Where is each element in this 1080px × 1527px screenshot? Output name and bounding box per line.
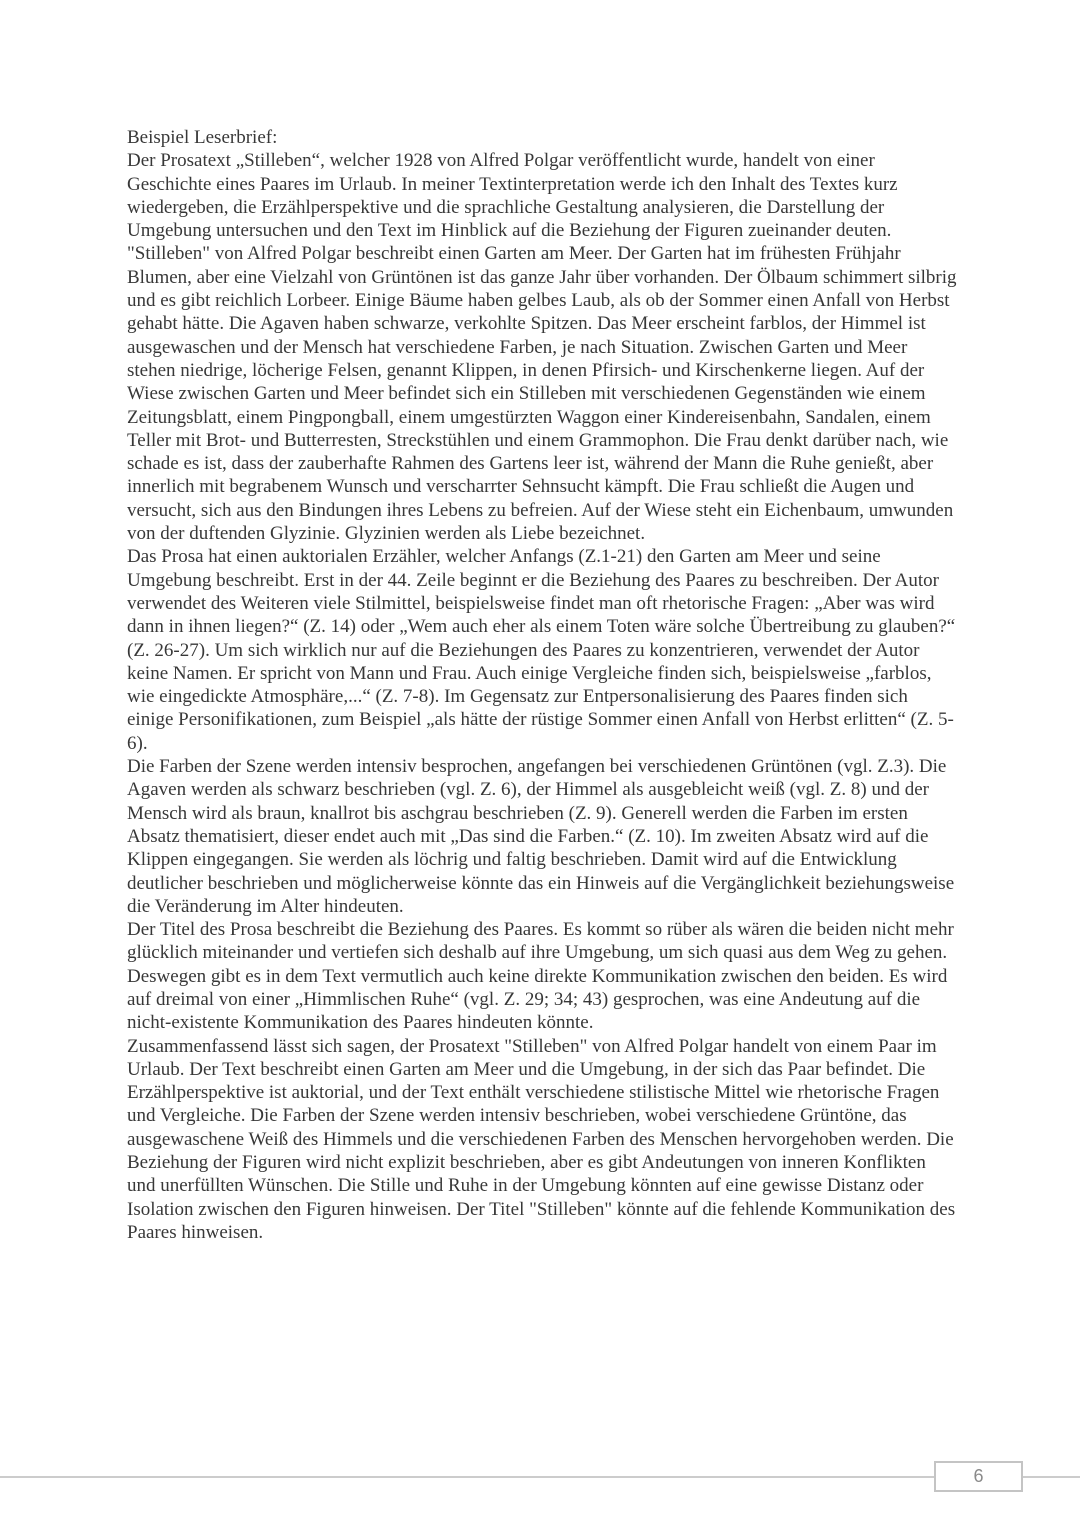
paragraph-heading: Beispiel Leserbrief:: [127, 127, 278, 148]
paragraph-conclusion: Zusammenfassend lässt sich sagen, der Prosatext "Stilleben" von Alfred Polgar handelt von einem Paar im Urlaub. Der Text beschreibt einen Garten am Meer und die Umgebung, in der sich das Paar befindet. Die Erzählperspektive ist auktorial, und der Text enthält verschiedene stilistische Mittel wie rhetorische Fragen und Vergleiche. Die Farben der Szene werden intensiv beschrieben, wobei verschiedene Grüntöne, das ausgewaschene Weiß des Himmels und die verschiedenen Farben des Menschen hervorgehoben werden. Die Beziehung der Figuren wird nicht explizit beschrieben, aber es gibt Andeutungen von inneren Konflikten und unerfüllten Wünschen. Die Stille und Ruhe in der Umgebung könnten auf eine gewisse Distanz oder Isolation zwischen den Figuren hinweisen. Der Titel "Stilleben" könnte auf die fehlende Kommunikation des Paares hinweisen.: [127, 1035, 956, 1243]
document-text: [127, 126, 957, 1244]
paragraph-summary: "Stilleben" von Alfred Polgar beschreibt einen Garten am Meer. Der Garten hat im frühesten Frühjahr Blumen, aber eine Vielzahl von Grüntönen ist das ganze Jahr über vorhanden. Der Ölbaum schimmert silbrig und es gibt reichlich Lorbeer. Einige Bäume haben gelbes Laub, als ob der Sommer einen Anfall von Herbst gehabt hätte. Die Agaven haben schwarze, verkohlte Spitzen. Das Meer erscheint farblos, der Himmel ist ausgewaschen und der Mensch hat verschiedene Farben, je nach Situation. Zwischen Garten und Meer stehen niedrige, löcherige Felsen, genannt Klippen, in denen Pfirsich- und Kirschenkerne liegen. Auf der Wiese zwischen Garten und Meer befindet sich ein Stilleben mit verschiedenen Gegenständen wie einem Zeitungsblatt, einem Pingpongball, einem umgestürzten Waggon einer Kindereisenbahn, Sandalen, einem Teller mit Brot- und Butterresten, Streckstühlen und einem Grammophon. Die Frau denkt darüber nach, wie schade es ist, dass der zauberhafte Rahmen des Gartens leer ist, während der Mann die Ruhe genießt, aber innerlich mit begrabenem Wunsch und verscharrter Sehnsucht kämpft. Die Frau schließt die Augen und versucht, sich aus den Bindungen ihres Lebens zu befreien. Auf der Wiese steht ein Eichenbaum, umwunden von der duftenden Glyzinie. Glyzinien werden als Liebe bezeichnet.: [127, 243, 957, 545]
paragraph-narration-analysis: Das Prosa hat einen auktorialen Erzähler, welcher Anfangs (Z.1-21) den Garten am Meer und seine Umgebung beschreibt. Erst in der 44. Zeile beginnt er die Beziehung des Paares zu beschreiben. Der Autor verwendet des Weiteren viele Stilmittel, beispielsweise findet man oft rhetorische Fragen: „Aber was wird dann in ihnen liegen?“ (Z. 14) oder „Wem auch eher als einem Toten wäre solche Übertreibung zu glauben?“ (Z. 26-27). Um sich wirklich nur auf die Beziehungen des Paares zu konzentrieren, verwendet der Autor keine Namen. Er spricht von Mann und Frau. Auch einige Vergleiche finden sich, beispielsweise „farblos, wie eingedickte Atmosphäre,...“ (Z. 7-8). Im Gegensatz zur Entpersonalisierung des Paares finden sich einige Personifikationen, zum Beispiel „als hätte der rüstige Sommer einen Anfall von Herbst erlitten“ (Z. 5-6).: [127, 546, 956, 754]
paragraph-colors-analysis: Die Farben der Szene werden intensiv besprochen, angefangen bei verschiedenen Grüntönen (vgl. Z.3). Die Agaven werden als schwarz beschrieben (vgl. Z. 6), der Himmel als ausgebleicht weiß (vgl. Z. 8) und der Mensch wird als braun, knallrot bis aschgrau beschrieben (Z. 9). Generell werden die Farben im ersten Absatz thematisiert, dieser endet auch mit „Das sind die Farben.“ (Z. 10). Im zweiten Absatz wird auf die Klippen eingegangen. Sie werden als löchrig und faltig beschrieben. Damit wird auf die Entwicklung deutlicher beschrieben und möglicherweise könnte das ein Hinweis auf die Vergänglichkeit beziehungsweise die Veränderung im Alter hindeuten.: [127, 756, 955, 917]
page-number: 6: [973, 1466, 984, 1486]
paragraph-title-interpretation: Der Titel des Prosa beschreibt die Beziehung des Paares. Es kommt so rüber als wären die beiden nicht mehr glücklich miteinander und vertiefen sich deshalb auf ihre Umgebung, um sich quasi aus dem Weg zu gehen. Deswegen gibt es in dem Text vermutlich auch keine direkte Kommunikation zwischen den beiden. Es wird auf dreimal von einer „Himmlischen Ruhe“ (vgl. Z. 29; 34; 43) gesprochen, was eine Andeutung auf die nicht-existente Kommunikation des Paares hindeuten könnte.: [127, 919, 954, 1034]
paragraph-intro: Der Prosatext „Stilleben“, welcher 1928 von Alfred Polgar veröffentlicht wurde, handelt von einer Geschichte eines Paares im Urlaub. In meiner Textinterpretation werde ich den Inhalt des Textes kurz wiedergeben, die Erzählperspektive und die sprachliche Gestaltung analysieren, die Darstellung der Umgebung untersuchen und den Text im Hinblick auf die Beziehung der Figuren zueinander deuten.: [127, 150, 898, 242]
footer-divider: [0, 1476, 1080, 1478]
page-number-box: [934, 1461, 1023, 1492]
